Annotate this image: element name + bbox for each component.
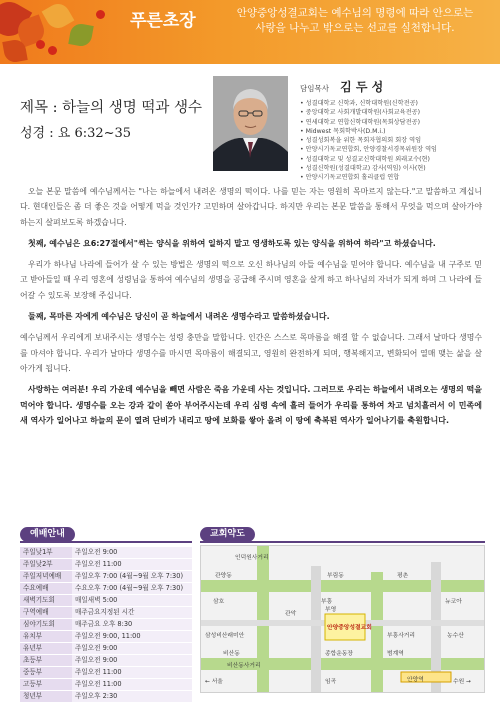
career-item: • 성결신학원(성결대학교) 감사(역임) 이사(현) (300, 165, 426, 173)
pastor-info (300, 76, 495, 183)
map-label-top-road: 인덕원사거리 (235, 555, 269, 561)
map-label-samsung: 삼성비산래미안 (205, 633, 245, 639)
berry-icon (96, 10, 105, 19)
sermon-conclusion: 사랑하는 여러분! 우리 가운데 예수님을 빼면 사람은 죽음 가운데 사는 것입니다. 그러므로 우리는 하늘에서 내려오는 생명의 떡을 먹어야 합니다. 생명수를 오는 강과 같이 쏟아 부어주시는데 우리 심령 속에 흘러 들어가 우리를 통하여 차고 넘치흘러서 이 민족에 새 역사가 일어나고 하늘의 문이 열려 단비가 내리고 땅에 보화를 쌓아 올려 이 땅에 축복된 역사가 일어나기를 축원합니다. (20, 385, 482, 425)
map-label-station: 범계역 (387, 651, 404, 657)
career-item: • Midwest 목회학박사(D.M.i.) (300, 127, 386, 135)
autumn-leaf-icon (68, 22, 93, 47)
worship-service-name: 주일낮1부 (20, 547, 72, 559)
map-label-gwanyang: 관양동 (215, 573, 232, 579)
worship-service-name: 새벽기도회 (20, 595, 72, 607)
pastor-career-list (300, 99, 495, 183)
map-divider (200, 541, 485, 543)
sermon-paragraph: 우리가 하나님 나라에 들어가 살 수 있는 방법은 생명의 떡으로 오신 하나님의 아들 예수님을 믿어야 합니다. 예수님을 내 구주로 믿고 받아들일 때 우리 영혼에 성령님을 통하여 예수님의 생명을 공급해 주시며 영혼을 살게 하고 하나님의 자녀가 되게 하며 그 나라에 들어갈 수 있도록 보장해 주십니다. (20, 260, 482, 300)
sermon-verse: 성경 : 요 6:32~35 (20, 126, 132, 141)
map-label-bisan: 비산동 (223, 651, 240, 657)
worship-section-title: 예배안내 (20, 527, 75, 542)
worship-service-time: 주일오전 9:00 (72, 547, 192, 559)
sermon-paragraph: 예수님께서 우리에게 보내주시는 생명수는 성령 충만을 말합니다. 인간은 스스로 목마름을 해결 할 수 없습니다. 그래서 날마다 생명수를 마셔야 합니다. 우리가 날마다 생명수를 마시면 목마름이 해결되고, 영원히 완전하게 되며, 행복해지고, 변화되어 열매 맺는 삶을 살아가게 됩니다. (20, 333, 482, 373)
worship-service-name: 유년부 (20, 643, 72, 655)
map-roads (201, 546, 485, 693)
worship-row (20, 595, 192, 607)
map-label-cheonghwa: 부영 (325, 607, 337, 613)
worship-row (20, 571, 192, 583)
worship-service-time: 주일오전 11:00 (72, 559, 192, 571)
sermon-body (20, 184, 482, 434)
page-header (0, 0, 500, 64)
sermon-paragraph: 오늘 본문 말씀에 예수님께서는 "나는 하늘에서 내려온 생명의 떡이다. 나를 믿는 자는 영원히 목마르지 않는다."고 말씀하고 계십니다. 현대인들은 좀 더 좋은 것을 어떻게 먹을 것인가? 고민하며 살아갑니다. 하지만 우리는 본문 말씀을 통해서 무엇을 먹으며 살아가야 하는지 살펴보도록 하겠습니다. (20, 187, 482, 227)
map-label-bottom-left: 비산동사거리 (227, 663, 261, 669)
career-item: • 성결성회복을 위한 목회자협의회 회장 역임 (300, 137, 422, 145)
sermon-point: 첫째, 예수님은 요6:27절에서"썩는 양식을 위하여 일하지 말고 영생하도록 있는 양식을 위하여 하라"고 하셨습니다. (28, 238, 436, 248)
berry-icon (48, 46, 57, 55)
map-label-sports: 종합운동장 (325, 651, 353, 657)
worship-service-time: 주일오전 11:00 (72, 679, 192, 691)
worship-row (20, 667, 192, 679)
worship-row (20, 679, 192, 691)
worship-service-name: 고등부 (20, 679, 72, 691)
map-label-nongsu: 농수산 (447, 633, 464, 639)
worship-service-name: 수요예배 (20, 583, 72, 595)
worship-service-time: 매주금요지정된 시간 (72, 607, 192, 619)
career-item: • 연세대학교 연합신학대학원(목회상담전공) (300, 118, 420, 126)
pastor-heading (300, 76, 495, 95)
career-item: • 성결대학교 및 성결교신학대학원 외래교수(현) (300, 155, 430, 163)
map-label-bumgye: 평촌 (397, 573, 409, 579)
worship-row (20, 631, 192, 643)
career-item: • 중앙대학교 사회개발대학원(사회교육전공) (300, 109, 420, 117)
pastor-name: 김 두 성 (340, 80, 384, 94)
worship-service-time: 주일오후 7:00 (4월~9월 오후 7:30) (72, 571, 192, 583)
map-label-buheung-sa: 부흥 (321, 599, 333, 605)
worship-service-time: 주일오후 2:30 (72, 691, 192, 703)
map-label-ipgu: 임곡 (325, 679, 337, 685)
career-item: • 안양시기독교연합회 홀리클럽 연합 (300, 174, 400, 182)
worship-row (20, 655, 192, 667)
map-label-gwanak: 관악 (285, 611, 297, 617)
autumn-leaf-icon (42, 0, 75, 32)
worship-service-time: 주일오전 9:00 (72, 643, 192, 655)
pastor-photo (213, 76, 288, 171)
church-location-label: 안양중앙성결교회 (327, 625, 372, 631)
map-label-sangnam: 삼호 (213, 599, 225, 605)
berry-icon (36, 40, 45, 49)
worship-row (20, 643, 192, 655)
worship-service-time: 매주금요 오후 8:30 (72, 619, 192, 631)
map-label-right-arrow: 수원 → (453, 679, 471, 685)
map-label-left-arrow: ← 서울 (205, 679, 223, 685)
worship-service-time: 수요오후 7:00 (4월~9월 오후 7:30) (72, 583, 192, 595)
worship-service-name: 구역예배 (20, 607, 72, 619)
worship-service-name: 청년부 (20, 691, 72, 703)
pastor-role: 담임목사 (300, 84, 329, 93)
worship-row (20, 691, 192, 703)
newsletter-title: 푸른초장 (130, 11, 196, 31)
worship-row (20, 619, 192, 631)
map-section-title: 교회약도 (200, 527, 255, 542)
worship-service-time: 주일오전 9:00 (72, 655, 192, 667)
worship-row (20, 607, 192, 619)
map-label-bottom-right: 안양역 (407, 677, 424, 683)
worship-service-name: 유치부 (20, 631, 72, 643)
sermon-point: 둘째, 목마른 자에게 예수님은 당신이 곧 하늘에서 내려온 생명수라고 말씀하셨습니다. (28, 312, 330, 322)
worship-service-time: 주일오전 9:00, 11:00 (72, 631, 192, 643)
pastor-portrait (213, 76, 288, 171)
worship-divider (20, 541, 192, 543)
worship-service-time: 주일오전 11:00 (72, 667, 192, 679)
worship-schedule-body (20, 547, 192, 703)
church-map (200, 545, 485, 693)
worship-service-name: 중등부 (20, 667, 72, 679)
worship-row (20, 559, 192, 571)
worship-service-time: 매일새벽 5:00 (72, 595, 192, 607)
worship-service-name: 심야기도회 (20, 619, 72, 631)
worship-schedule-table (20, 547, 192, 703)
map-label-pangyo: 뉴코아 (445, 599, 462, 605)
career-item: • 안양시기독교연합회, 안양경찰서경목위원장 역임 (300, 146, 438, 154)
sermon-title: 제목 : 하늘의 생명 떡과 생수 (20, 100, 203, 116)
worship-service-name: 초등부 (20, 655, 72, 667)
worship-service-name: 주일낮2부 (20, 559, 72, 571)
map-label-bugok: 부흥사거리 (387, 633, 415, 639)
worship-row (20, 547, 192, 559)
map-label-buheung: 부림동 (327, 573, 344, 579)
church-motto: 안양중앙성결교회는 예수님의 명령에 따라 안으로는 사랑을 나누고 밖으로는 선교를 실천합니다. (236, 7, 474, 34)
career-item: • 성결대학교 신학과, 신학대학원(신학전공) (300, 100, 418, 107)
worship-row (20, 583, 192, 595)
worship-service-name: 주일저녁예배 (20, 571, 72, 583)
